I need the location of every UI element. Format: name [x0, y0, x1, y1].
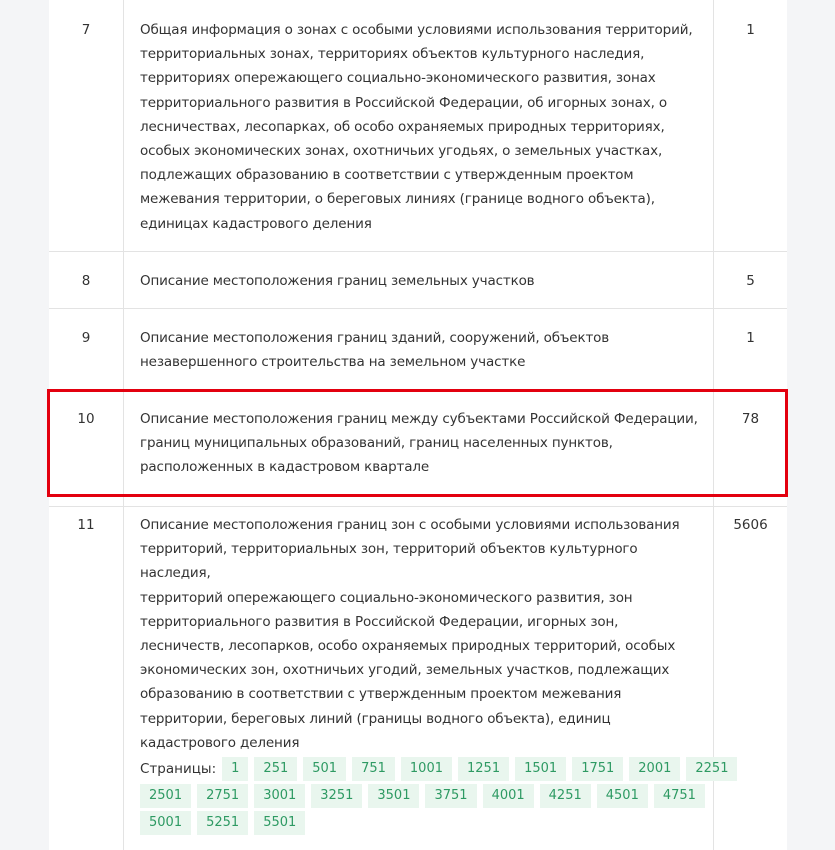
description-line: территориального развития в Российской Федерации, об игорных зонах, о	[140, 94, 667, 111]
page-link[interactable]: 3251	[311, 784, 362, 808]
page-link[interactable]: 2501	[140, 784, 191, 808]
table-row	[49, 0, 787, 252]
page-link[interactable]: 1	[222, 757, 248, 781]
row-description	[140, 18, 700, 236]
row-count: 5606	[733, 517, 768, 533]
page-link[interactable]: 5001	[140, 811, 191, 835]
description-line: расположенных в кадастровом квартале	[140, 459, 430, 476]
table-row	[49, 252, 787, 309]
description-line: особых экономических зонах, охотничьих угодьях, о земельных участках,	[140, 143, 663, 160]
row-number: 11	[77, 517, 95, 533]
description-line: Описание местоположения границ земельных участков	[140, 273, 535, 289]
page-link[interactable]: 1001	[401, 757, 452, 781]
description-line: территориальных зонах, территориях объектов культурного наследия,	[140, 46, 645, 63]
description-line: территориального развития в Российской Федерации, игорных зон,	[140, 613, 619, 630]
description-line: лесничествах, лесопарках, об особо охраняемых природных территориях,	[140, 118, 665, 135]
description-line: территории, береговых линий (границы водного объекта), единиц	[140, 710, 611, 727]
page-link[interactable]: 2251	[686, 757, 737, 781]
description-line: территориях опережающего социально-экономического развития, зонах	[140, 70, 656, 87]
description-line: образованию в соответствии с утвержденным проектом межевания	[140, 686, 622, 703]
description-line: экономических зон, охотничьих угодий, земельных участков, подлежащих	[140, 662, 670, 679]
description-line: подлежащих образованию в соответствии с утвержденным проектом	[140, 167, 634, 184]
page-link[interactable]: 251	[254, 757, 297, 781]
pagination-line	[140, 809, 710, 836]
page-link[interactable]: 4751	[654, 784, 705, 808]
page-link[interactable]: 3001	[254, 784, 305, 808]
description-line: незавершенного строительства на земельном участке	[140, 354, 526, 371]
row-number: 8	[81, 273, 91, 289]
page-link[interactable]: 2001	[629, 757, 680, 781]
row-count: 1	[746, 330, 755, 346]
page-link[interactable]: 1251	[458, 757, 509, 781]
highlight-frame	[47, 389, 788, 497]
description-line: территорий, территориальных зон, территорий объектов культурного наследия,	[140, 541, 638, 582]
row-number: 7	[81, 22, 91, 38]
row-count: 5	[746, 273, 755, 289]
description-line: единицах кадастрового деления	[140, 215, 372, 232]
description-line: Описание местоположения границ зон с особыми условиями использования	[140, 517, 680, 533]
description-line: границ муниципальных образований, границ населенных пунктов,	[140, 435, 613, 452]
pagination-label: Страницы:	[140, 760, 217, 777]
page-link[interactable]: 4251	[540, 784, 591, 808]
description-line: Описание местоположения границ зданий, сооружений, объектов	[140, 330, 610, 346]
row-number: 10	[77, 411, 95, 427]
page-link[interactable]: 1501	[515, 757, 566, 781]
description-line: лесничеств, лесопарков, особо охраняемых природных территорий, особых	[140, 638, 676, 655]
description-line: Описание местоположения границ между субъектами Российской Федерации,	[140, 411, 698, 427]
page-link[interactable]: 2751	[197, 784, 248, 808]
row-number: 9	[81, 330, 91, 346]
page-link[interactable]: 5501	[254, 811, 305, 835]
row-description	[140, 326, 700, 374]
description-line: межевания территории, о береговых линиях (границе водного объекта),	[140, 191, 655, 208]
description-line: Общая информация о зонах с особыми условиями использования территорий,	[140, 22, 693, 38]
page-link[interactable]: 751	[352, 757, 395, 781]
page-link[interactable]: 4501	[597, 784, 648, 808]
pagination-line	[140, 755, 729, 782]
pagination	[140, 755, 729, 836]
description-line: территорий опережающего социально-экономического развития, зон	[140, 589, 633, 606]
row-count: 78	[741, 411, 760, 427]
page-link[interactable]: 3751	[425, 784, 476, 808]
page-link[interactable]: 501	[303, 757, 346, 781]
page-link[interactable]: 5251	[197, 811, 248, 835]
row-count: 1	[746, 22, 755, 38]
row-description	[140, 513, 700, 755]
pagination-line	[140, 782, 710, 809]
page-link[interactable]: 1751	[572, 757, 623, 781]
row-description	[140, 269, 700, 293]
page-link[interactable]: 3501	[368, 784, 419, 808]
description-line: кадастрового деления	[140, 734, 300, 751]
page-link[interactable]: 4001	[483, 784, 534, 808]
table-row	[49, 309, 787, 390]
